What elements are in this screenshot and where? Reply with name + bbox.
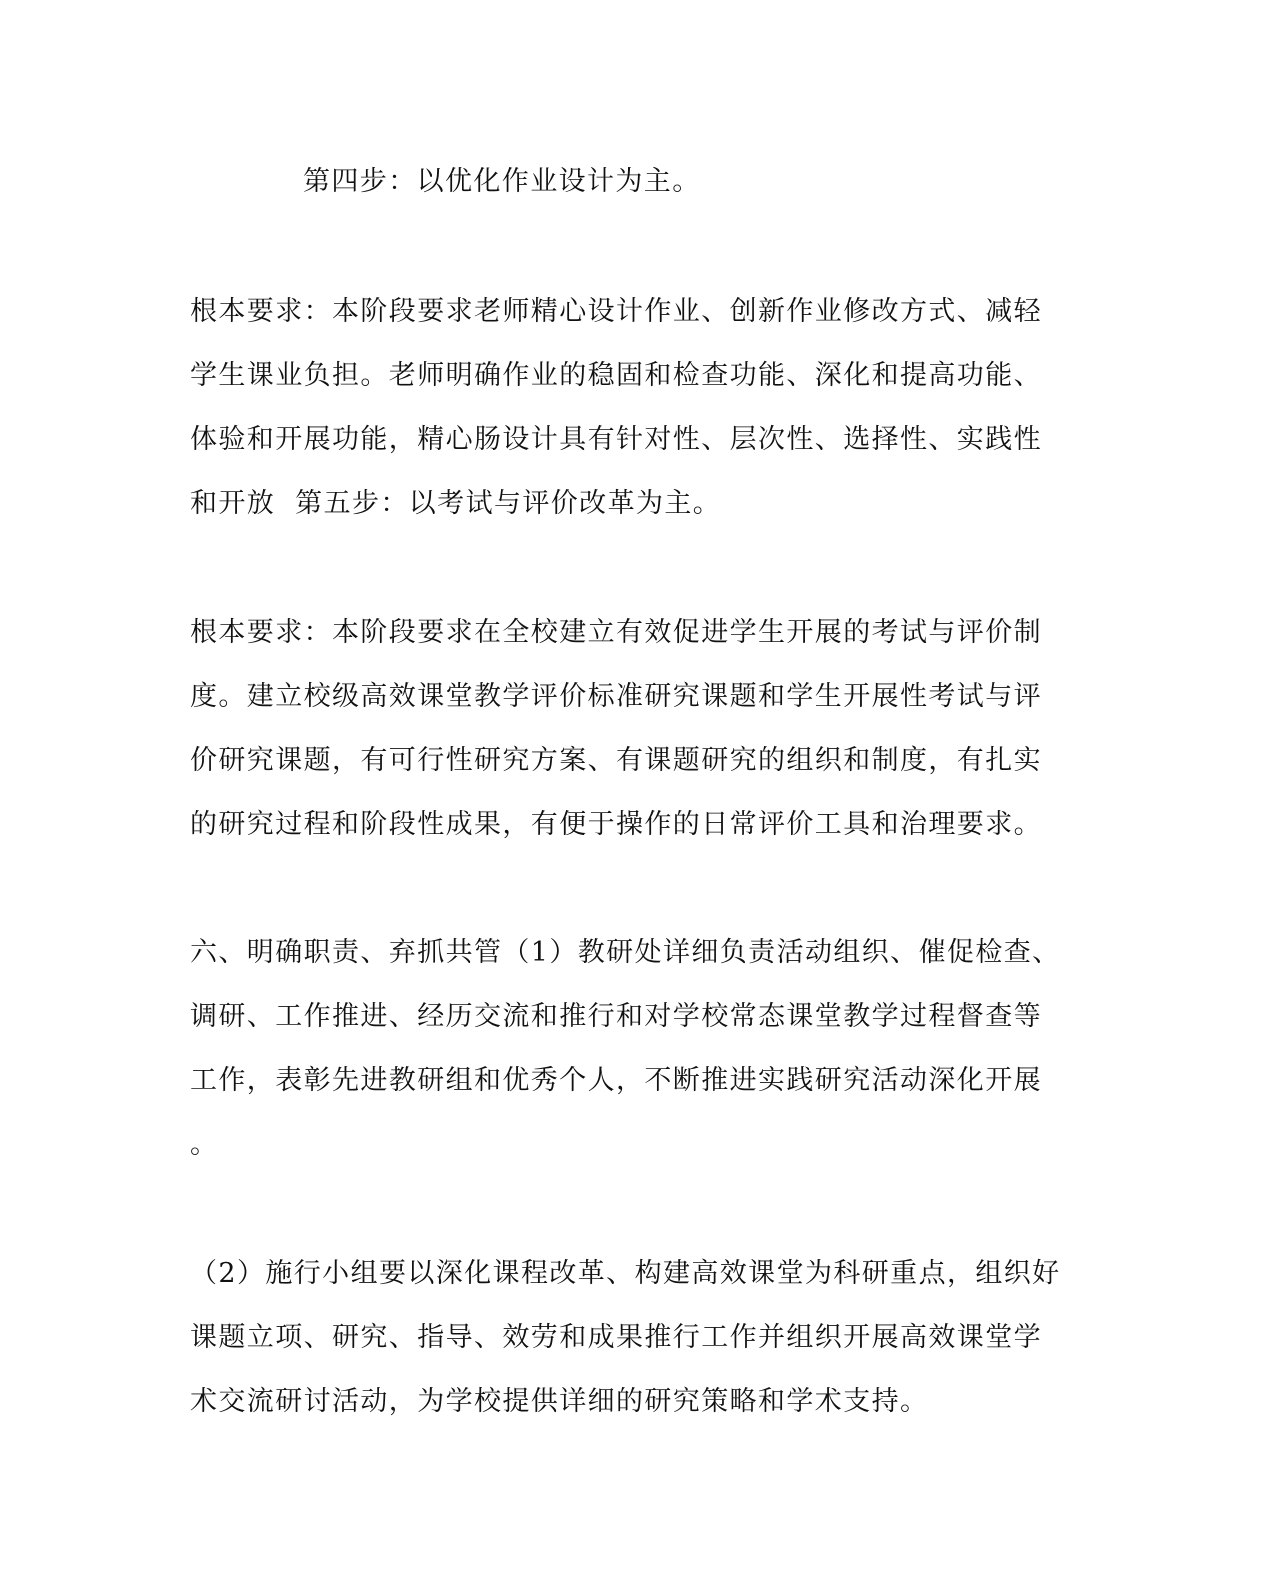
text-line: 调研、工作推进、经历交流和推行和对学校常态课堂教学过程督查等	[190, 1001, 1042, 1032]
text-line: （2）施行小组要以深化课程改革、构建高效课堂为科研重点，组织好	[190, 1258, 1061, 1289]
text-line: 体验和开展功能，精心肠设计具有针对性、层次性、选择性、实践性	[190, 424, 1042, 455]
text-line: 六、明确职责、弃抓共管（1）教研处详细负责活动组织、催促检查、	[190, 937, 1061, 968]
text-line: 和开放 第五步：以考试与评价改革为主。	[190, 488, 722, 519]
text-line: 。	[190, 1129, 219, 1160]
text-line: 学生课业负担。老师明确作业的稳固和检查功能、深化和提高功能、	[190, 360, 1042, 391]
text-line: 根本要求：本阶段要求老师精心设计作业、创新作业修改方式、减轻	[190, 296, 1042, 327]
text-line: 的研究过程和阶段性成果，有便于操作的日常评价工具和治理要求。	[190, 809, 1042, 840]
text-line: 度。建立校级高效课堂教学评价标准研究课题和学生开展性考试与评	[190, 681, 1042, 712]
text-line: 根本要求：本阶段要求在全校建立有效促进学生开展的考试与评价制	[190, 617, 1042, 648]
text-line: 术交流研讨活动，为学校提供详细的研究策略和学术支持。	[190, 1386, 929, 1417]
text-line: 工作，表彰先进教研组和优秀个人，不断推进实践研究活动深化开展	[190, 1065, 1042, 1096]
step-four-heading: 第四步：以优化作业设计为主。	[303, 166, 701, 197]
text-line: 课题立项、研究、指导、效劳和成果推行工作并组织开展高效课堂学	[190, 1322, 1042, 1353]
text-line: 价研究课题，有可行性研究方案、有课题研究的组织和制度，有扎实	[190, 745, 1042, 776]
